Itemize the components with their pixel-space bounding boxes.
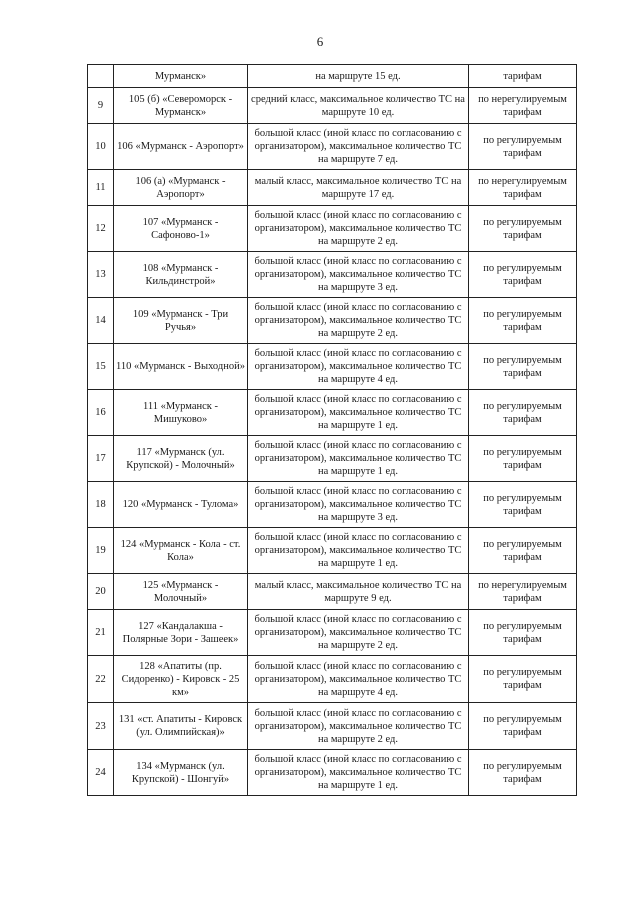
vehicle-class-cell: большой класс (иной класс по согласованию с организатором), максимальное количество ТС на маршруте 2 ед. — [248, 610, 469, 656]
row-number-cell: 22 — [88, 656, 114, 703]
route-cell: 105 (б) «Североморск - Мурманск» — [114, 88, 248, 124]
vehicle-class-cell: малый класс, максимальное количество ТС на маршруте 9 ед. — [248, 574, 469, 610]
tariff-cell: по регулируемым тарифам — [469, 610, 577, 656]
route-cell: Мурманск» — [114, 65, 248, 88]
row-number-cell: 18 — [88, 482, 114, 528]
route-cell: 117 «Мурманск (ул. Крупской) - Молочный» — [114, 436, 248, 482]
row-number-cell: 24 — [88, 750, 114, 796]
route-cell: 111 «Мурманск - Мишуково» — [114, 390, 248, 436]
tariff-cell: по регулируемым тарифам — [469, 390, 577, 436]
routes-table — [87, 64, 577, 796]
vehicle-class-cell: большой класс (иной класс по согласованию с организатором), максимальное количество ТС на маршруте 1 ед. — [248, 528, 469, 574]
route-cell: 131 «ст. Апатиты - Кировск (ул. Олимпийская)» — [114, 703, 248, 750]
table-row — [88, 390, 577, 436]
route-cell: 127 «Кандалакша - Полярные Зори - Зашеек» — [114, 610, 248, 656]
row-number-cell: 14 — [88, 298, 114, 344]
table-row — [88, 124, 577, 170]
table-row — [88, 528, 577, 574]
route-cell: 124 «Мурманск - Кола - ст. Кола» — [114, 528, 248, 574]
row-number-cell: 23 — [88, 703, 114, 750]
vehicle-class-cell: большой класс (иной класс по согласованию с организатором), максимальное количество ТС на маршруте 2 ед. — [248, 703, 469, 750]
tariff-cell: по нерегулируемым тарифам — [469, 88, 577, 124]
row-number-cell: 15 — [88, 344, 114, 390]
vehicle-class-cell: большой класс (иной класс по согласованию с организатором), максимальное количество ТС на маршруте 1 ед. — [248, 436, 469, 482]
row-number-cell: 21 — [88, 610, 114, 656]
table-row — [88, 65, 577, 88]
row-number-cell: 20 — [88, 574, 114, 610]
route-cell: 134 «Мурманск (ул. Крупской) - Шонгуй» — [114, 750, 248, 796]
table-row — [88, 344, 577, 390]
row-number-cell: 17 — [88, 436, 114, 482]
table-row — [88, 436, 577, 482]
vehicle-class-cell: большой класс (иной класс по согласованию с организатором), максимальное количество ТС на маршруте 4 ед. — [248, 344, 469, 390]
vehicle-class-cell: малый класс, максимальное количество ТС на маршруте 17 ед. — [248, 170, 469, 206]
table-row — [88, 88, 577, 124]
vehicle-class-cell: большой класс (иной класс по согласованию с организатором), максимальное количество ТС на маршруте 4 ед. — [248, 656, 469, 703]
tariff-cell: по регулируемым тарифам — [469, 206, 577, 252]
table-row — [88, 656, 577, 703]
vehicle-class-cell: большой класс (иной класс по согласованию с организатором), максимальное количество ТС на маршруте 1 ед. — [248, 390, 469, 436]
table-row — [88, 703, 577, 750]
route-cell: 125 «Мурманск - Молочный» — [114, 574, 248, 610]
route-cell: 106 (а) «Мурманск - Аэропорт» — [114, 170, 248, 206]
tariff-cell: по регулируемым тарифам — [469, 344, 577, 390]
tariff-cell: по регулируемым тарифам — [469, 528, 577, 574]
vehicle-class-cell: большой класс (иной класс по согласованию с организатором), максимальное количество ТС на маршруте 2 ед. — [248, 298, 469, 344]
route-cell: 110 «Мурманск - Выходной» — [114, 344, 248, 390]
table-row — [88, 482, 577, 528]
row-number-cell: 16 — [88, 390, 114, 436]
row-number-cell: 11 — [88, 170, 114, 206]
route-cell: 109 «Мурманск - Три Ручья» — [114, 298, 248, 344]
route-cell: 107 «Мурманск - Сафоново-1» — [114, 206, 248, 252]
vehicle-class-cell: большой класс (иной класс по согласованию с организатором), максимальное количество ТС на маршруте 7 ед. — [248, 124, 469, 170]
route-cell: 128 «Апатиты (пр. Сидоренко) - Кировск - 25 км» — [114, 656, 248, 703]
table-row — [88, 750, 577, 796]
tariff-cell: по регулируемым тарифам — [469, 124, 577, 170]
table-row — [88, 298, 577, 344]
table-row — [88, 610, 577, 656]
row-number-cell: 9 — [88, 88, 114, 124]
tariff-cell: по регулируемым тарифам — [469, 482, 577, 528]
vehicle-class-cell: средний класс, максимальное количество ТС на маршруте 10 ед. — [248, 88, 469, 124]
vehicle-class-cell: большой класс (иной класс по согласованию с организатором), максимальное количество ТС на маршруте 1 ед. — [248, 750, 469, 796]
table-row — [88, 252, 577, 298]
route-cell: 106 «Мурманск - Аэропорт» — [114, 124, 248, 170]
route-cell: 120 «Мурманск - Тулома» — [114, 482, 248, 528]
page-number: 6 — [316, 34, 324, 49]
tariff-cell: по регулируемым тарифам — [469, 252, 577, 298]
tariff-cell: по нерегулируемым тарифам — [469, 170, 577, 206]
tariff-cell: тарифам — [469, 65, 577, 88]
row-number-cell: 19 — [88, 528, 114, 574]
vehicle-class-cell: большой класс (иной класс по согласованию с организатором), максимальное количество ТС на маршруте 3 ед. — [248, 482, 469, 528]
row-number-cell: 10 — [88, 124, 114, 170]
route-cell: 108 «Мурманск - Кильдинстрой» — [114, 252, 248, 298]
vehicle-class-cell: большой класс (иной класс по согласованию с организатором), максимальное количество ТС на маршруте 3 ед. — [248, 252, 469, 298]
vehicle-class-cell: на маршруте 15 ед. — [248, 65, 469, 88]
row-number-cell: 13 — [88, 252, 114, 298]
row-number-cell: 12 — [88, 206, 114, 252]
tariff-cell: по регулируемым тарифам — [469, 750, 577, 796]
tariff-cell: по регулируемым тарифам — [469, 298, 577, 344]
tariff-cell: по регулируемым тарифам — [469, 656, 577, 703]
vehicle-class-cell: большой класс (иной класс по согласованию с организатором), максимальное количество ТС на маршруте 2 ед. — [248, 206, 469, 252]
tariff-cell: по нерегулируемым тарифам — [469, 574, 577, 610]
table-row — [88, 574, 577, 610]
tariff-cell: по регулируемым тарифам — [469, 703, 577, 750]
table-row — [88, 170, 577, 206]
row-number-cell — [88, 65, 114, 88]
table-row — [88, 206, 577, 252]
tariff-cell: по регулируемым тарифам — [469, 436, 577, 482]
